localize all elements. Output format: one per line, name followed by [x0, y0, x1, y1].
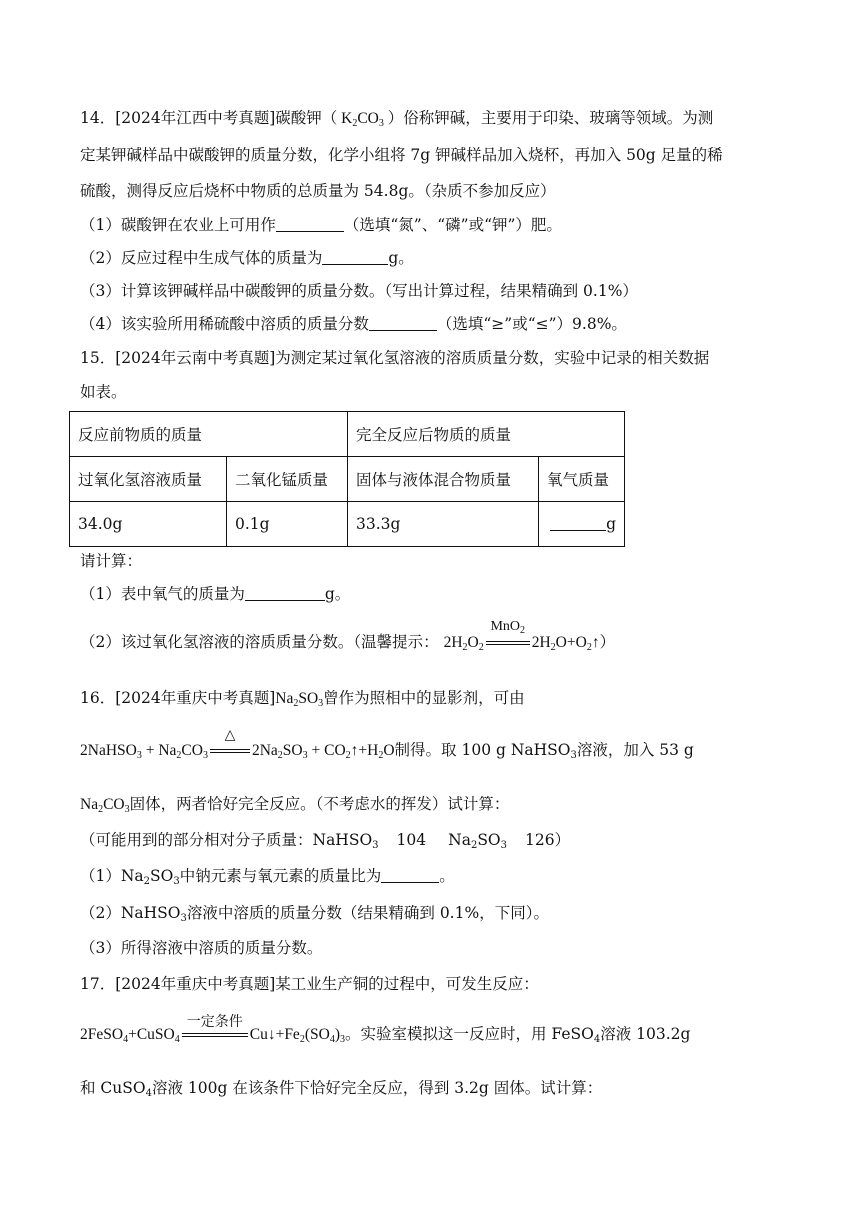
q16-molar-masses: （可能用到的部分相对分子质量：NaHSO$_3$ 104 $Na_2SO_3$ 126） — [80, 831, 571, 851]
table-cell-oxygen: g — [539, 502, 625, 547]
answer-blank[interactable] — [550, 515, 606, 531]
table-col-mno2: 二氧化锰质量 — [227, 457, 348, 502]
q16-part1: $(1)Na_2SO_3$中钠元素与氧元素的质量比为 。 — [80, 867, 455, 887]
reaction-equals-sign: △ — [210, 744, 250, 758]
q16-part2: （2）NaHSO$_3$溶液中溶质的质量分数（结果精确到 0.1%，下同）。 — [80, 904, 549, 924]
reaction-equals-sign: MnO$_2$ — [486, 636, 530, 650]
table-header-after: 完全反应后物质的质量 — [348, 412, 625, 457]
q15-stem-line1: 15．[2024年云南中考真题]为测定某过氧化氢溶液的溶质质量分数，实验中记录的相关数据 — [80, 349, 710, 367]
q16-stem-line1: 16．[2024年重庆中考真题]$Na_2SO_3$曾作为照相中的显影剂，可由 — [80, 689, 525, 709]
q16-equation-line: 2NaHSO$_3$ + $Na_2CO_3$ △ $2Na_2SO_3$ + $CO_2↑+H_2O$制得。取 100 g NaHSO$_3$溶液，加入 53 g — [80, 728, 694, 761]
q15-part2: （2）该过氧化氢溶液的溶质质量分数。（温馨提示： $2H_2O_2$ MnO$_2$ $2H_2O+O_2↑$） — [80, 619, 616, 653]
q15-stem-line2: 如表。 — [80, 383, 127, 401]
answer-blank[interactable] — [381, 867, 439, 883]
q17-line3: 和 CuSO$_4$溶液 100g 在该条件下恰好完全反应，得到 3.2g 固体。试计算： — [80, 1079, 603, 1099]
table-col-oxygen: 氧气质量 — [539, 457, 625, 502]
table-col-h2o2: 过氧化氢溶液质量 — [70, 457, 227, 502]
q14-stem-line1: 14．[2024年江西中考真题]碳酸钾（ $K_2CO_3$ ）俗称钾碱，主要用于印染、玻璃等领域。为测 — [80, 109, 714, 129]
answer-blank[interactable] — [369, 315, 437, 331]
q15-data-table — [69, 411, 625, 547]
table-cell-mixture: 33.3g — [348, 502, 539, 547]
q16-line3: $Na_2CO_3$固体，两者恰好完全反应。（不考虑水的挥发）试计算： — [80, 795, 510, 815]
table-col-mixture: 固体与液体混合物质量 — [348, 457, 539, 502]
k2co3-formula: $K_2CO_3$ — [341, 110, 384, 129]
q17-equation-line: 2FeSO$_4$+CuSO$_4$ 一定条件 $Cu↓+Fe_2(SO_4)_3$。实验室模拟这一反应时，用 FeSO$_4$溶液 103.2g — [80, 1014, 691, 1045]
q14-part4: （4）该实验所用稀硫酸中溶质的质量分数 （选填“≥”或“≤”）9.8%。 — [80, 315, 627, 333]
q14-part3: （3）计算该钾碱样品中碳酸钾的质量分数。（写出计算过程，结果精确到 0.1%） — [80, 282, 638, 300]
q15-ask: 请计算： — [80, 552, 143, 570]
reaction-equals-sign: 一定条件 — [182, 1028, 248, 1042]
nahso3-equation: 2NaHSO$_3$ + $Na_2CO_3$ △ $2Na_2SO_3$ + $CO_2↑+H_2O$ — [80, 728, 395, 761]
q15-part1: （1）表中氧气的质量为 g。 — [80, 585, 351, 603]
table-cell-h2o2: 34.0g — [70, 502, 227, 547]
feso4-equation: 2FeSO$_4$+CuSO$_4$ 一定条件 $Cu↓+Fe_2(SO_4)_3$ — [80, 1014, 345, 1045]
h2o2-equation: $2H_2O_2$ MnO$_2$ $2H_2O+O_2↑$） — [443, 619, 616, 653]
q14-part1: （1）碳酸钾在农业上可用作 （选填“氮”、“磷”或“钾”）肥。 — [80, 216, 562, 234]
table-cell-mno2: 0.1g — [227, 502, 348, 547]
q14-part2: （2）反应过程中生成气体的质量为 g。 — [80, 249, 414, 267]
q14-stem-line3: 硫酸，测得反应后烧杯中物质的总质量为 54.8g。（杂质不参加反应） — [80, 182, 556, 200]
table-header-before: 反应前物质的质量 — [70, 412, 348, 457]
answer-blank[interactable] — [276, 216, 344, 232]
q16-part3: （3）所得溶液中溶质的质量分数。 — [80, 939, 323, 957]
answer-blank[interactable] — [322, 249, 388, 265]
answer-blank[interactable] — [245, 585, 325, 601]
q14-stem-line2: 定某钾碱样品中碳酸钾的质量分数，化学小组将 7g 钾碱样品加入烧杯，再加入 50g 足量的稀 — [80, 146, 723, 164]
q17-stem: 17．[2024年重庆中考真题]某工业生产铜的过程中，可发生反应： — [80, 975, 539, 993]
